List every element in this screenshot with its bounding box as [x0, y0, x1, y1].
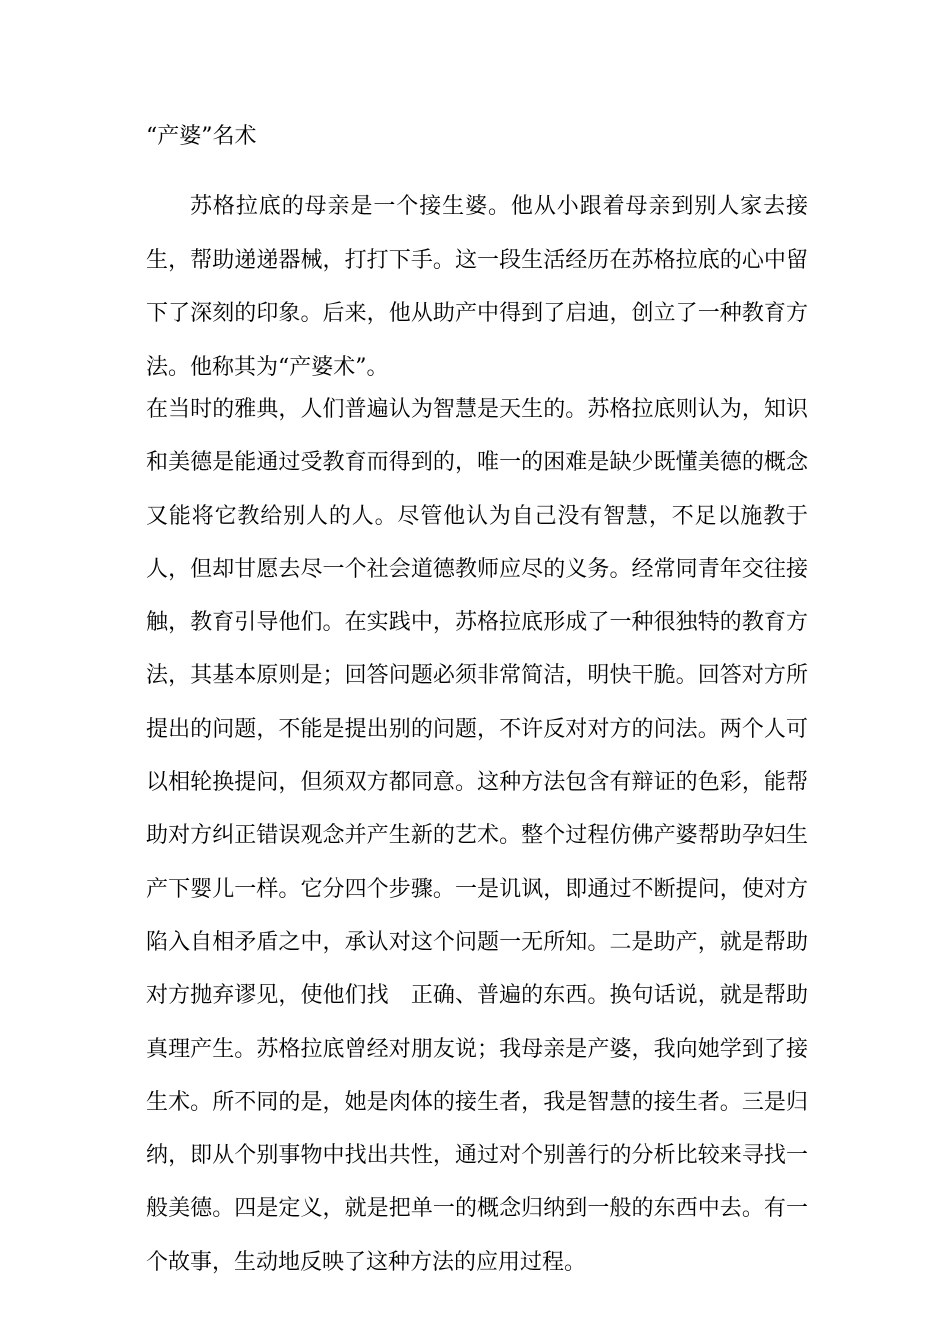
document-title: “产婆”名术 — [146, 124, 257, 149]
paragraph-method: 在当时的雅典，人们普遍认为智慧是天生的。苏格拉底则认为，知识和美德是能通过受教育而得到的，唯一的困难是缺少既懂美德的概念又能将它教给别人的人。尽管他认为自己没有智慧，不足以施教于人，但却甘愿去尽一个社会道德教师应尽的义务。经常同青年交往接触，教育引导他们。在实践中，苏格拉底形成了一种很独特的教育方法，其基本原则是；回答问题必须非常简洁，明快干脆。回答对方所提出的问题，不能是提出别的问题，不许反对对方的问法。两个人可以相轮换提问，但须双方都同意。这种方法包含有辩证的色彩，能帮助对方纠正错误观念并产生新的艺术。整个过程仿佛产婆帮助孕妇生产下婴儿一样。它分四个步骤。一是讥讽，即通过不断提问，使对方陷入自相矛盾之中，承认对这个问题一无所知。二是助产，就是帮助对方抛弃谬见，使他们找 正确、普遍的东西。换句话说，就是帮助真理产生。苏格拉底曾经对朋友说；我母亲是产婆，我向她学到了接生术。所不同的是，她是肉体的接生者，我是智慧的接生者。三是归纳，即从个别事物中找出共性，通过对个别善行的分析比较来寻找一般美德。四是定义，就是把单一的概念归纳到一般的东西中去。有一个故事，生动地反映了这种方法的应用过程。 — [146, 397, 808, 1275]
paragraph-intro: 苏格拉底的母亲是一个接生婆。他从小跟着母亲到别人家去接生，帮助递递器械，打打下手。这一段生活经历在苏格拉底的心中留下了深刻的印象。后来，他从助产中得到了启迪，创立了一种教育方法。他称其为“产婆术”。 — [146, 194, 808, 380]
